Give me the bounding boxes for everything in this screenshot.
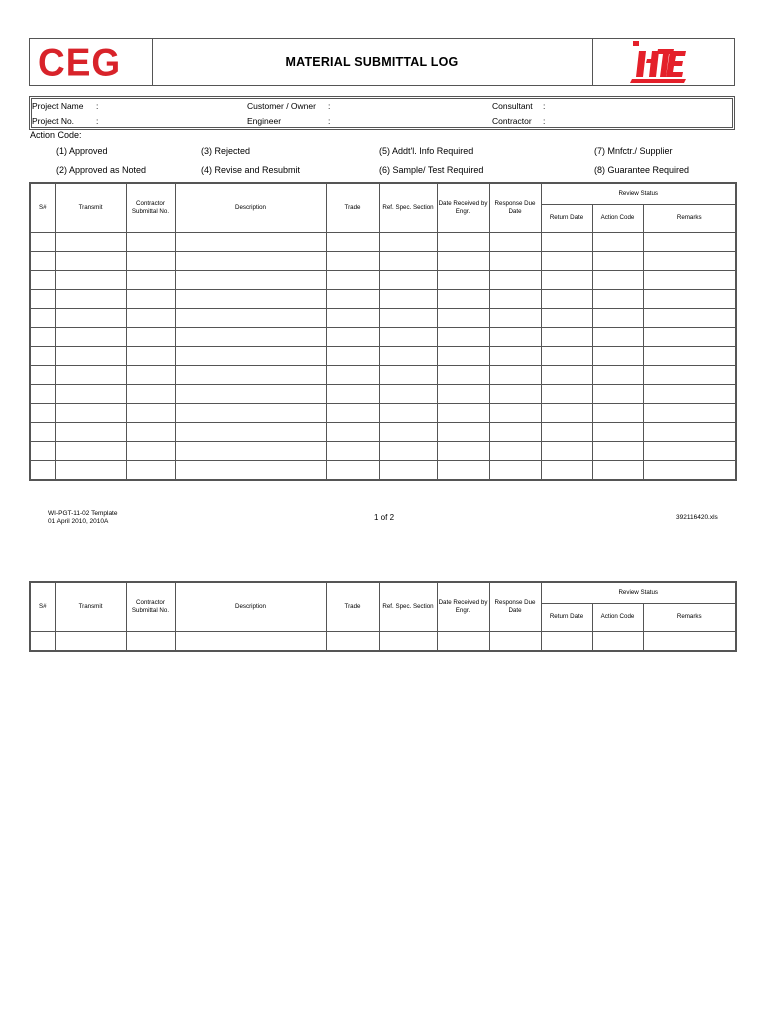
table-cell[interactable] xyxy=(541,251,592,270)
table-cell[interactable] xyxy=(379,232,437,251)
table-cell[interactable] xyxy=(175,365,326,384)
table-cell[interactable] xyxy=(592,232,643,251)
table-cell[interactable] xyxy=(643,308,736,327)
col-header-sn: S# xyxy=(30,183,55,232)
table-row xyxy=(30,346,736,365)
col-header-return-date: Return Date xyxy=(541,603,592,631)
table-cell[interactable] xyxy=(379,251,437,270)
action-code-3: (3) Rejected xyxy=(201,146,251,156)
file-name: 392116420.xls xyxy=(676,514,718,521)
table-cell[interactable] xyxy=(489,384,541,403)
table-cell[interactable] xyxy=(541,384,592,403)
table-cell[interactable] xyxy=(30,365,55,384)
table-row xyxy=(30,289,736,308)
table-cell[interactable] xyxy=(592,365,643,384)
table-cell[interactable] xyxy=(437,422,489,441)
col-header-remarks: Remarks xyxy=(643,204,736,232)
table-cell[interactable] xyxy=(592,403,643,422)
col-header-contractor-submittal-no: Contractor Submittal No. xyxy=(126,582,175,631)
table-cell[interactable] xyxy=(379,403,437,422)
action-code-7: (7) Mnfctr./ Supplier xyxy=(594,146,673,156)
table-cell[interactable] xyxy=(541,365,592,384)
table-cell[interactable] xyxy=(379,460,437,480)
table-cell[interactable] xyxy=(643,384,736,403)
table-cell[interactable] xyxy=(126,270,175,289)
submittal-log-table xyxy=(29,182,737,481)
table-cell[interactable] xyxy=(379,365,437,384)
table-cell[interactable] xyxy=(489,403,541,422)
table-cell[interactable] xyxy=(379,270,437,289)
table-cell[interactable] xyxy=(175,289,326,308)
table-cell[interactable] xyxy=(175,232,326,251)
table-cell[interactable] xyxy=(55,403,126,422)
table-cell[interactable] xyxy=(126,289,175,308)
table-cell[interactable] xyxy=(55,232,126,251)
action-code-1: (1) Approved xyxy=(56,146,108,156)
template-line-2: 01 April 2010, 2010A xyxy=(48,517,109,525)
table-cell[interactable] xyxy=(326,270,379,289)
table-cell[interactable] xyxy=(175,631,326,651)
action-code-8: (8) Guarantee Required xyxy=(594,165,690,175)
table-cell[interactable] xyxy=(30,270,55,289)
table-cell[interactable] xyxy=(326,631,379,651)
table-cell[interactable] xyxy=(592,308,643,327)
table-cell[interactable] xyxy=(30,441,55,460)
template-id xyxy=(48,510,117,525)
table-cell[interactable] xyxy=(489,631,541,651)
consultant-label: Consultant xyxy=(492,101,533,111)
action-code-6: (6) Sample/ Test Required xyxy=(379,165,484,175)
table-cell[interactable] xyxy=(30,308,55,327)
table-cell[interactable] xyxy=(437,384,489,403)
table-cell[interactable] xyxy=(489,308,541,327)
table-cell[interactable] xyxy=(541,403,592,422)
action-code-title: Action Code: xyxy=(30,130,82,140)
table-cell[interactable] xyxy=(437,346,489,365)
action-code-4: (4) Revise and Resubmit xyxy=(201,165,301,175)
table-row xyxy=(30,270,736,289)
table-cell[interactable] xyxy=(326,422,379,441)
table-cell[interactable] xyxy=(379,327,437,346)
table-cell[interactable] xyxy=(541,441,592,460)
table-cell[interactable] xyxy=(643,631,736,651)
table-cell[interactable] xyxy=(126,232,175,251)
table-cell[interactable] xyxy=(30,403,55,422)
table-cell[interactable] xyxy=(126,346,175,365)
ceg-logo: CEG xyxy=(38,40,122,84)
table-cell[interactable] xyxy=(489,346,541,365)
contractor-separator: : xyxy=(543,116,546,126)
table-cell[interactable] xyxy=(55,441,126,460)
table-cell[interactable] xyxy=(437,308,489,327)
col-header-contractor-submittal-no: Contractor Submittal No. xyxy=(126,183,175,232)
col-header-ref-spec-section: Ref. Spec. Section xyxy=(379,183,437,232)
table-cell[interactable] xyxy=(326,346,379,365)
table-cell[interactable] xyxy=(643,270,736,289)
table-cell[interactable] xyxy=(437,365,489,384)
customer-owner-label: Customer / Owner xyxy=(247,101,316,111)
table-cell[interactable] xyxy=(379,441,437,460)
table-cell[interactable] xyxy=(643,403,736,422)
table-cell[interactable] xyxy=(643,422,736,441)
table-cell[interactable] xyxy=(541,232,592,251)
page-title: MATERIAL SUBMITTAL LOG xyxy=(285,55,459,69)
col-header-response-due-date: Response Due Date xyxy=(489,582,541,631)
table-cell[interactable] xyxy=(541,327,592,346)
customer-owner-separator: : xyxy=(328,101,331,111)
col-header-trade: Trade xyxy=(326,582,379,631)
table-cell[interactable] xyxy=(592,327,643,346)
engineer-label: Engineer xyxy=(247,116,282,126)
table-cell[interactable] xyxy=(592,251,643,270)
table-row xyxy=(30,631,736,651)
table-row xyxy=(30,441,736,460)
table-cell[interactable] xyxy=(55,384,126,403)
table-cell[interactable] xyxy=(175,384,326,403)
table-cell[interactable] xyxy=(437,289,489,308)
table-cell[interactable] xyxy=(379,289,437,308)
table-cell[interactable] xyxy=(30,460,55,480)
table-cell[interactable] xyxy=(326,365,379,384)
table-cell[interactable] xyxy=(126,403,175,422)
table-cell[interactable] xyxy=(437,631,489,651)
table-cell[interactable] xyxy=(175,251,326,270)
table-cell[interactable] xyxy=(126,441,175,460)
table-cell[interactable] xyxy=(175,346,326,365)
table-cell[interactable] xyxy=(326,403,379,422)
col-header-date-received: Date Received by Engr. xyxy=(437,183,489,232)
col-header-ref-spec-section: Ref. Spec. Section xyxy=(379,582,437,631)
table-row xyxy=(30,232,736,251)
table-cell[interactable] xyxy=(55,251,126,270)
table-cell[interactable] xyxy=(541,308,592,327)
table-cell[interactable] xyxy=(30,327,55,346)
col-header-transmit: Transmit xyxy=(55,183,126,232)
table-cell[interactable] xyxy=(126,365,175,384)
table-cell[interactable] xyxy=(326,327,379,346)
table-cell[interactable] xyxy=(541,346,592,365)
table-cell[interactable] xyxy=(643,289,736,308)
table-cell[interactable] xyxy=(592,270,643,289)
table-cell[interactable] xyxy=(643,251,736,270)
table-row xyxy=(30,308,736,327)
table-cell[interactable] xyxy=(489,365,541,384)
table-cell[interactable] xyxy=(30,422,55,441)
table-cell[interactable] xyxy=(592,422,643,441)
table-cell[interactable] xyxy=(175,270,326,289)
table-cell[interactable] xyxy=(30,631,55,651)
table-body xyxy=(30,232,736,480)
table-cell[interactable] xyxy=(437,327,489,346)
table-cell[interactable] xyxy=(489,441,541,460)
table-cell[interactable] xyxy=(326,308,379,327)
table-cell[interactable] xyxy=(30,289,55,308)
table-cell[interactable] xyxy=(175,460,326,480)
table-cell[interactable] xyxy=(437,441,489,460)
table-cell[interactable] xyxy=(175,441,326,460)
table-cell[interactable] xyxy=(643,232,736,251)
table-cell[interactable] xyxy=(175,403,326,422)
table-cell[interactable] xyxy=(30,346,55,365)
col-header-sn: S# xyxy=(30,582,55,631)
table-cell[interactable] xyxy=(55,327,126,346)
col-header-response-due-date: Response Due Date xyxy=(489,183,541,232)
table-cell[interactable] xyxy=(489,327,541,346)
table-cell[interactable] xyxy=(175,422,326,441)
table-cell[interactable] xyxy=(592,346,643,365)
hte-logo xyxy=(630,39,690,85)
project-no-label: Project No. xyxy=(32,116,75,126)
table-cell[interactable] xyxy=(55,346,126,365)
table-cell[interactable] xyxy=(55,631,126,651)
col-header-review-status: Review Status xyxy=(541,582,736,603)
table-cell[interactable] xyxy=(126,384,175,403)
table-cell[interactable] xyxy=(489,422,541,441)
table-cell[interactable] xyxy=(437,251,489,270)
table-cell[interactable] xyxy=(379,422,437,441)
table-cell[interactable] xyxy=(541,631,592,651)
table-cell[interactable] xyxy=(592,441,643,460)
table-cell[interactable] xyxy=(489,251,541,270)
table-cell[interactable] xyxy=(30,232,55,251)
project-name-separator: : xyxy=(96,101,99,111)
table-cell[interactable] xyxy=(126,422,175,441)
page-number: 1 of 2 xyxy=(374,513,395,522)
table-cell[interactable] xyxy=(379,631,437,651)
col-header-action-code: Action Code xyxy=(592,603,643,631)
table-cell[interactable] xyxy=(592,289,643,308)
col-header-trade: Trade xyxy=(326,183,379,232)
table-body xyxy=(30,631,736,651)
table-cell[interactable] xyxy=(489,232,541,251)
table-cell[interactable] xyxy=(326,251,379,270)
table-cell[interactable] xyxy=(541,270,592,289)
table-cell[interactable] xyxy=(126,308,175,327)
col-header-date-received: Date Received by Engr. xyxy=(437,582,489,631)
table-cell[interactable] xyxy=(541,422,592,441)
table-cell[interactable] xyxy=(55,460,126,480)
table-row xyxy=(30,422,736,441)
engineer-separator: : xyxy=(328,116,331,126)
table-cell[interactable] xyxy=(437,460,489,480)
table-cell[interactable] xyxy=(437,232,489,251)
table-cell[interactable] xyxy=(326,232,379,251)
col-header-description: Description xyxy=(175,582,326,631)
table-cell[interactable] xyxy=(643,441,736,460)
table-row xyxy=(30,365,736,384)
table-cell[interactable] xyxy=(30,251,55,270)
project-no-separator: : xyxy=(96,116,99,126)
table-cell[interactable] xyxy=(541,289,592,308)
table-cell[interactable] xyxy=(489,289,541,308)
table-cell[interactable] xyxy=(437,403,489,422)
col-header-description: Description xyxy=(175,183,326,232)
table-cell[interactable] xyxy=(126,251,175,270)
table-cell[interactable] xyxy=(541,460,592,480)
table-cell[interactable] xyxy=(489,270,541,289)
submittal-log-table-page-2 xyxy=(29,581,737,652)
table-cell[interactable] xyxy=(643,460,736,480)
table-cell[interactable] xyxy=(326,384,379,403)
consultant-separator: : xyxy=(543,101,546,111)
table-row xyxy=(30,251,736,270)
col-header-transmit: Transmit xyxy=(55,582,126,631)
table-cell[interactable] xyxy=(379,308,437,327)
table-cell[interactable] xyxy=(326,460,379,480)
table-cell[interactable] xyxy=(30,384,55,403)
table-row xyxy=(30,403,736,422)
col-header-action-code: Action Code xyxy=(592,204,643,232)
table-cell[interactable] xyxy=(592,460,643,480)
table-cell[interactable] xyxy=(126,460,175,480)
template-line-1: WI-PGT-11-02 Template xyxy=(48,510,118,517)
table-cell[interactable] xyxy=(175,308,326,327)
table-cell[interactable] xyxy=(643,327,736,346)
table-row xyxy=(30,384,736,403)
table-cell[interactable] xyxy=(55,289,126,308)
table-cell[interactable] xyxy=(489,460,541,480)
project-info-box xyxy=(29,96,735,130)
table-cell[interactable] xyxy=(643,346,736,365)
table-cell[interactable] xyxy=(55,365,126,384)
table-cell[interactable] xyxy=(126,631,175,651)
table-cell[interactable] xyxy=(643,365,736,384)
action-code-2: (2) Approved as Noted xyxy=(56,165,147,175)
table-cell[interactable] xyxy=(55,308,126,327)
table-cell[interactable] xyxy=(126,327,175,346)
project-name-label: Project Name xyxy=(32,101,84,111)
table-cell[interactable] xyxy=(379,384,437,403)
table-cell[interactable] xyxy=(326,441,379,460)
table-cell[interactable] xyxy=(55,422,126,441)
table-cell[interactable] xyxy=(326,289,379,308)
table-row xyxy=(30,327,736,346)
table-cell[interactable] xyxy=(379,346,437,365)
table-cell[interactable] xyxy=(175,327,326,346)
contractor-label: Contractor xyxy=(492,116,532,126)
action-code-5: (5) Addt'l. Info Required xyxy=(379,146,474,156)
table-cell[interactable] xyxy=(55,270,126,289)
table-cell[interactable] xyxy=(592,631,643,651)
col-header-remarks: Remarks xyxy=(643,603,736,631)
document-header xyxy=(29,38,735,86)
table-row xyxy=(30,460,736,480)
col-header-review-status: Review Status xyxy=(541,183,736,204)
table-cell[interactable] xyxy=(437,270,489,289)
table-cell[interactable] xyxy=(592,384,643,403)
col-header-return-date: Return Date xyxy=(541,204,592,232)
